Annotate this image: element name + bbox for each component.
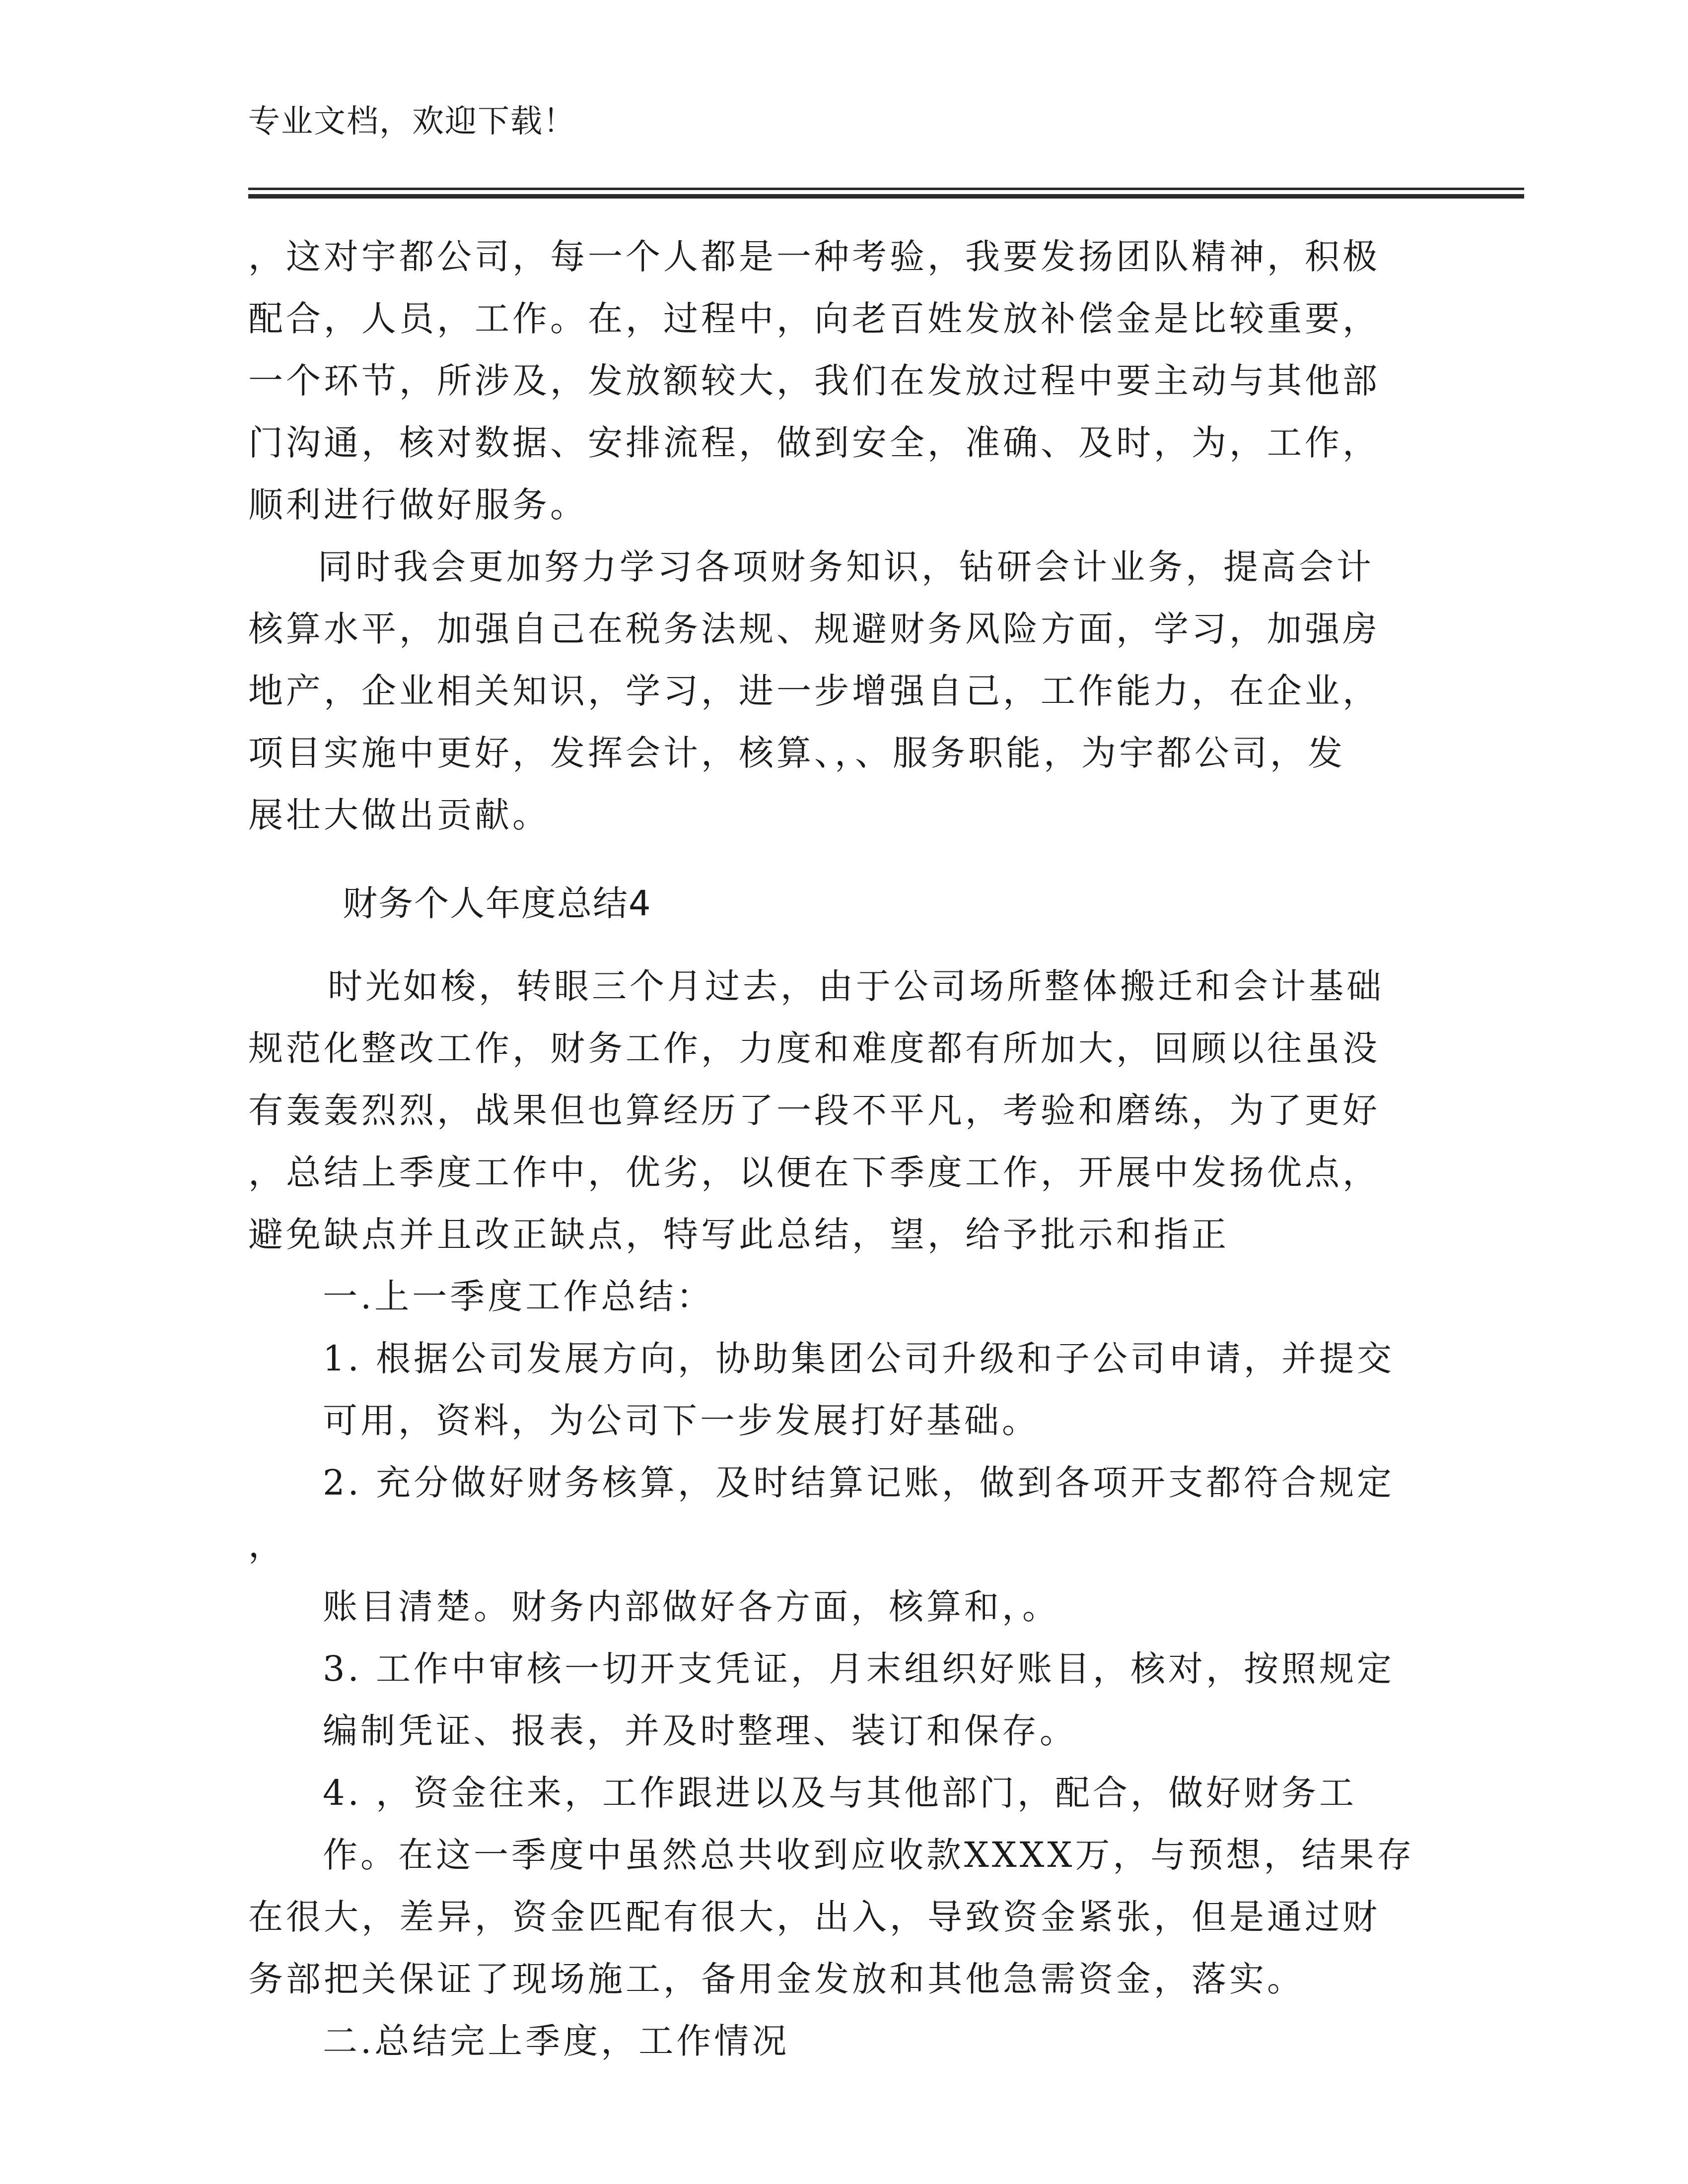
text-line: 核算水平，加强自己在税务法规、规避财务风险方面，学习，加强房 [248, 609, 1380, 649]
text-line: 编制凭证、报表，并及时整理、装订和保存。 [323, 1710, 1077, 1751]
text-line: 避免缺点并且改正缺点，特写此总结，望，给予批示和指正 [248, 1214, 1229, 1255]
text-line: 规范化整改工作，财务工作，力度和难度都有所加大，回顾以往虽没 [248, 1028, 1380, 1069]
text-line: 项目实施中更好，发挥会计，核算、，、服务职能，为宇都公司，发 [248, 733, 1345, 773]
text-line: 在很大，差异，资金匹配有很大，出入，导致资金紧张，但是通过财 [248, 1897, 1380, 1937]
text-line: 地产，企业相关知识，学习，进一步增强自己，工作能力，在企业， [248, 671, 1380, 711]
list-item-1 [248, 1328, 1440, 1452]
text-line: 4. ，资金往来，工作跟进以及与其他部门，配合，做好财务工 [323, 1773, 1357, 1813]
list-item-3 [248, 1638, 1440, 1762]
header-divider-thick [248, 194, 1524, 199]
list-item-4 [248, 1762, 1440, 2010]
text-line: 3. 工作中审核一切开支凭证，月末组织好账目，核对，按照规定 [323, 1648, 1395, 1689]
text-line: 有轰轰烈烈，战果但也算经历了一段不平凡，考验和磨练，为了更好 [248, 1090, 1380, 1131]
section-heading: 财务个人年度总结4 [343, 883, 652, 924]
paragraph-3 [248, 956, 1440, 1266]
text-line: 顺利进行做好服务。 [248, 484, 588, 525]
section-title-2: 二.总结完上季度，工作情况 [323, 2021, 790, 2061]
text-line: 展壮大做出贡献。 [248, 795, 550, 835]
paragraph-2 [248, 536, 1440, 846]
text-line: ， [248, 1524, 286, 1565]
text-line: 可用，资料，为公司下一步发展打好基础。 [323, 1400, 1040, 1441]
text-line: 2. 充分做好财务核算，及时结算记账，做到各项开支都符合规定 [323, 1462, 1395, 1503]
text-line: 一个环节，所涉及，发放额较大，我们在发放过程中要主动与其他部 [248, 360, 1380, 401]
header-divider-thin [248, 188, 1524, 190]
text-line: 时光如梭，转眼三个月过去，由于公司场所整体搬迁和会计基础 [328, 966, 1384, 1007]
text-line: 账目清楚。财务内部做好各方面，核算和，。 [323, 1586, 1060, 1627]
page-header: 专业文档，欢迎下载！ [248, 103, 576, 140]
text-line: 1. 根据公司发展方向，协助集团公司升级和子公司申请，并提交 [323, 1338, 1395, 1379]
text-line: 配合，人员，工作。在，过程中，向老百姓发放补偿金是比较重要， [248, 298, 1380, 339]
document-body [248, 226, 1440, 2072]
text-line: ，总结上季度工作中，优劣，以便在下季度工作，开展中发扬优点， [248, 1152, 1380, 1193]
text-line: 门沟通，核对数据、安排流程，做到安全，准确、及时，为，工作， [248, 422, 1380, 463]
text-line: 务部把关保证了现场施工，备用金发放和其他急需资金，落实。 [248, 1959, 1305, 1999]
list-item-2 [248, 1452, 1440, 1638]
text-line: 作。在这一季度中虽然总共收到应收款XXXX万，与预想，结果存 [323, 1835, 1415, 1875]
text-line: 同时我会更加努力学习各项财务知识，钻研会计业务，提高会计 [318, 546, 1374, 587]
paragraph-1 [248, 226, 1440, 536]
section-title-1: 一.上一季度工作总结： [323, 1276, 714, 1317]
text-line: ，这对宇都公司，每一个人都是一种考验，我要发扬团队精神，积极 [248, 236, 1380, 277]
